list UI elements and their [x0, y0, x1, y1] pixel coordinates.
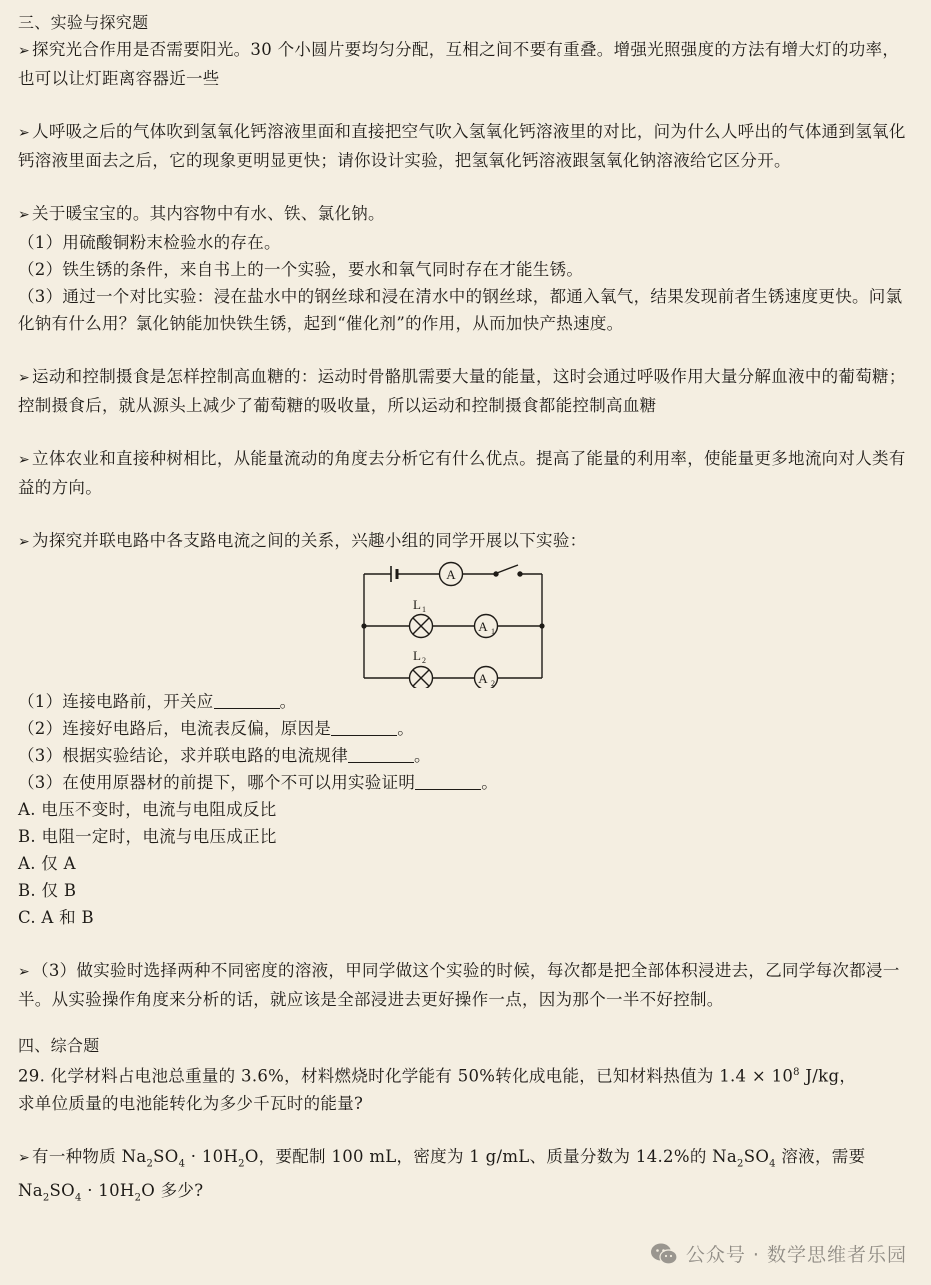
question-blood-sugar: ➢ 运动和控制摄食是怎样控制高血糖的：运动时骨骼肌需要大量的能量，这时会通过呼吸作用大量分解血液中的葡萄糖；控制摄食后，就从源头上减少了葡萄糖的吸收量，所以运动和控制摄食都能控制高血糖	[18, 367, 906, 415]
answer-blank	[331, 717, 397, 736]
question-hand-warmer-item-2: （2）铁生锈的条件，来自书上的一个实验，要水和氧气同时存在才能生锈。	[18, 260, 584, 279]
circuit-choice-a: A. 仅 A	[18, 854, 76, 873]
question-photosynthesis: ➢ 探究光合作用是否需要阳光。30 个小圆片要均匀分配，互相之间不要有重叠。增强光照强度的方法有增大灯的功率，也可以让灯距离容器近一些	[18, 40, 900, 88]
ammeter-main-label: A	[446, 567, 456, 582]
question-hand-warmer-intro: ➢ 关于暖宝宝的。其内容物中有水、铁、氯化钠。	[18, 204, 385, 223]
arrow-marker-icon: ➢	[18, 452, 31, 468]
question-29-line-2: 求单位质量的电池能转化为多少千瓦时的能量?	[18, 1093, 364, 1113]
arrow-marker-icon: ➢	[18, 207, 31, 223]
question-hand-warmer-item-1: （1）用硫酸铜粉末检验水的存在。	[18, 233, 281, 252]
lamp-1-label: L	[413, 597, 421, 612]
lamp-1-sub: 1	[422, 605, 426, 614]
question-hand-warmer-item-3: （3）通过一个对比实验：浸在盐水中的钢丝球和浸在清水中的钢丝球，都通入氧气，结果发现前者生锈速度更快。问氯化钠有什么用？氯化钠能加快铁生锈，起到“催化剂”的作用，从而加快产热速度。	[18, 287, 903, 333]
ammeter-2-label: A	[478, 671, 488, 686]
wechat-icon	[650, 1242, 678, 1266]
answer-blank	[348, 744, 414, 763]
lamp-2-sub: 2	[422, 656, 426, 665]
circuit-choice-c: C. A 和 B	[18, 908, 94, 927]
circuit-diagram	[18, 556, 909, 688]
section-title-3: 三、实验与探究题	[18, 13, 149, 32]
question-29-line-1: 29. 化学材料占电池总重量的 3.6%，材料燃烧时化学能有 50%转化成电能，已知材料热值为 $1.4 \times 10^8$ J/kg，	[18, 1066, 857, 1086]
circuit-option-b: B. 电阻一定时，电流与电压成正比	[18, 827, 277, 846]
circuit-sub-1: （1）连接电路前，开关应 。	[18, 692, 297, 711]
circuit-option-a: A. 电压不变时，电流与电阻成反比	[18, 800, 277, 819]
arrow-marker-icon: ➢	[18, 125, 31, 141]
answer-blank	[415, 771, 481, 790]
arrow-marker-icon: ➢	[18, 370, 31, 386]
watermark-text: 公众号 · 数学思维者乐园	[685, 1244, 907, 1266]
arrow-marker-icon: ➢	[18, 43, 31, 59]
circuit-sub-3: （3）根据实验结论，求并联电路的电流规律 。	[18, 746, 431, 765]
watermark	[650, 1240, 907, 1267]
question-agriculture-energy: ➢ 立体农业和直接种树相比，从能量流动的角度去分析它有什么优点。提高了能量的利用率，使能量更多地流向对人类有益的方向。	[18, 449, 906, 497]
arrow-marker-icon: ➢	[18, 1149, 31, 1166]
section-title-4: 四、综合题	[18, 1036, 100, 1055]
circuit-sub-4: （3）在使用原器材的前提下，哪个不可以用实验证明 。	[18, 773, 499, 792]
ammeter-2-sub: 2	[491, 679, 495, 688]
lamp-2-label: L	[413, 648, 421, 663]
arrow-marker-icon: ➢	[18, 964, 31, 980]
question-density-solution: ➢ （3）做实验时选择两种不同密度的溶液，甲同学做这个实验的时候，每次都是把全部体积浸进去，乙同学每次都浸一半。从实验操作角度来分析的话，就应该是全部浸进去更好操作一点，因为那个一半不好控制。	[18, 961, 900, 1009]
circuit-sub-2: （2）连接好电路后，电流表反偏，原因是 。	[18, 719, 415, 738]
answer-blank	[214, 690, 280, 709]
parallel-circuit-svg	[336, 556, 556, 688]
circuit-choice-b: B. 仅 B	[18, 881, 77, 900]
question-parallel-circuit-intro: ➢ 为探究并联电路中各支路电流之间的关系，兴趣小组的同学开展以下实验：	[18, 531, 587, 550]
ammeter-1-label: A	[478, 619, 488, 634]
question-breath-calcium-hydroxide: ➢ 人呼吸之后的气体吹到氢氧化钙溶液里面和直接把空气吹入氢氧化钙溶液里的对比，问为什么人呼出的气体通到氢氧化钙溶液里面去之后，它的现象更明显更快；请你设计实验，把氢氧化钙溶液跟氢氧化钠溶液给它区分开。	[18, 122, 906, 170]
ammeter-1-sub: 1	[491, 627, 495, 636]
arrow-marker-icon: ➢	[18, 534, 31, 550]
question-sodium-sulfate: ➢ 有一种物质 $Na_2SO_4 \cdot 10H_2O$，要配制 100 mL，密度为 1 g/mL、质量分数为 14.2%的 $Na_2SO_4$ 溶液，需要 $Na_2SO_4 \cdot 10H_2O$ 多少?	[18, 1146, 866, 1204]
